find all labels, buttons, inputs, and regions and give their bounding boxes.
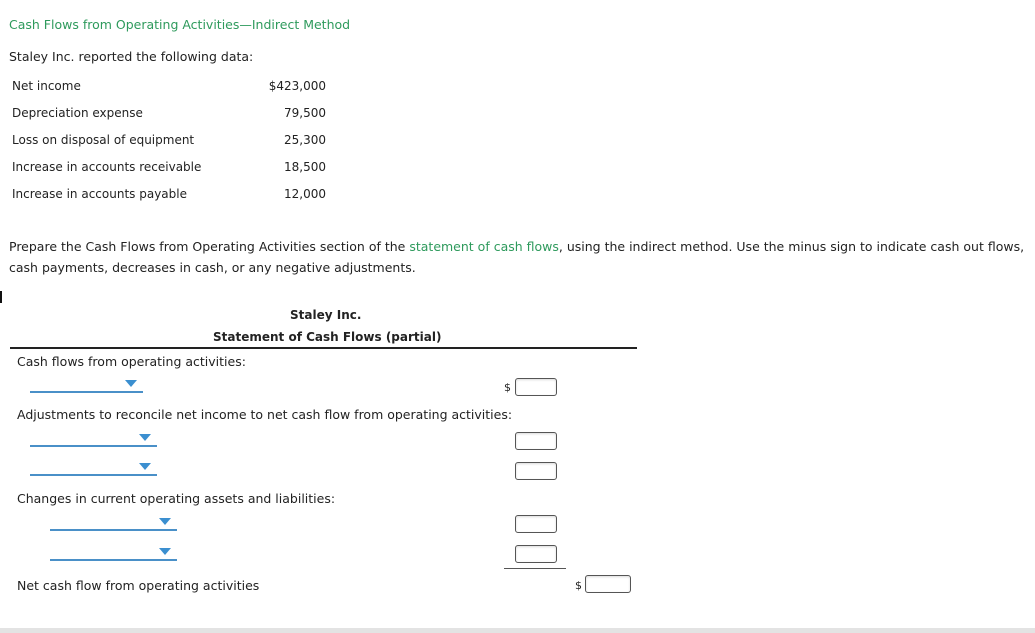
operating-amount-input[interactable] [515, 378, 557, 396]
data-value: 12,000 [284, 187, 326, 201]
problem-title: Cash Flows from Operating Activities—Indirect Method [9, 17, 351, 32]
chevron-down-icon [139, 463, 151, 470]
chevron-down-icon [139, 434, 151, 441]
data-row-accounts-receivable [12, 157, 332, 184]
adjustment-2-dropdown[interactable] [30, 460, 157, 476]
data-label: Loss on disposal of equipment [12, 133, 195, 147]
operating-item-dropdown[interactable] [30, 377, 143, 393]
chevron-down-icon [125, 380, 137, 387]
adjustments-label: Adjustments to reconcile net income to net cash flow from operating activities: [17, 407, 513, 422]
bottom-scroll-edge [0, 628, 1035, 633]
change-1-amount-input[interactable] [515, 515, 557, 533]
chevron-down-icon [159, 548, 171, 555]
net-cash-flow-label: Net cash flow from operating activities [17, 578, 260, 593]
chevron-down-icon [159, 518, 171, 525]
instructions-part1: Prepare the Cash Flows from Operating Activities section of the [9, 239, 410, 254]
header-divider [10, 347, 637, 349]
data-label: Increase in accounts receivable [12, 160, 202, 174]
statement-of-cash-flows-link[interactable]: statement of cash flows [409, 239, 559, 254]
statement-title: Statement of Cash Flows (partial) [213, 330, 442, 344]
changes-label: Changes in current operating assets and liabilities: [17, 491, 336, 506]
dollar-sign: $ [575, 579, 582, 592]
data-value: 79,500 [284, 106, 326, 120]
left-edge-marker [0, 291, 2, 303]
given-data-table [12, 76, 332, 211]
data-row-accounts-payable [12, 184, 332, 211]
adjustment-2-amount-input[interactable] [515, 462, 557, 480]
dollar-sign: $ [504, 381, 511, 394]
data-value: 18,500 [284, 160, 326, 174]
subtotal-rule [504, 568, 566, 569]
data-value: $423,000 [268, 79, 326, 93]
operating-activities-label: Cash flows from operating activities: [17, 354, 246, 369]
data-label: Net income [12, 79, 81, 93]
data-label: Increase in accounts payable [12, 187, 187, 201]
adjustment-1-dropdown[interactable] [30, 431, 157, 447]
data-row-loss-disposal [12, 130, 332, 157]
net-cash-flow-input[interactable] [585, 575, 631, 593]
instructions-text [9, 236, 1029, 278]
data-value: 25,300 [284, 133, 326, 147]
company-name: Staley Inc. [290, 308, 362, 322]
data-row-net-income [12, 76, 332, 103]
adjustment-1-amount-input[interactable] [515, 432, 557, 450]
change-1-dropdown[interactable] [50, 515, 177, 531]
change-2-amount-input[interactable] [515, 545, 557, 563]
change-2-dropdown[interactable] [50, 545, 177, 561]
data-label: Depreciation expense [12, 106, 143, 120]
intro-text: Staley Inc. reported the following data: [9, 49, 254, 64]
instructions-part2: , using the indirect method. Use the minus sign to indicate cash out flows, cash payments, decreases in cash, or any negative adjustments. [9, 239, 1025, 275]
data-row-depreciation [12, 103, 332, 130]
